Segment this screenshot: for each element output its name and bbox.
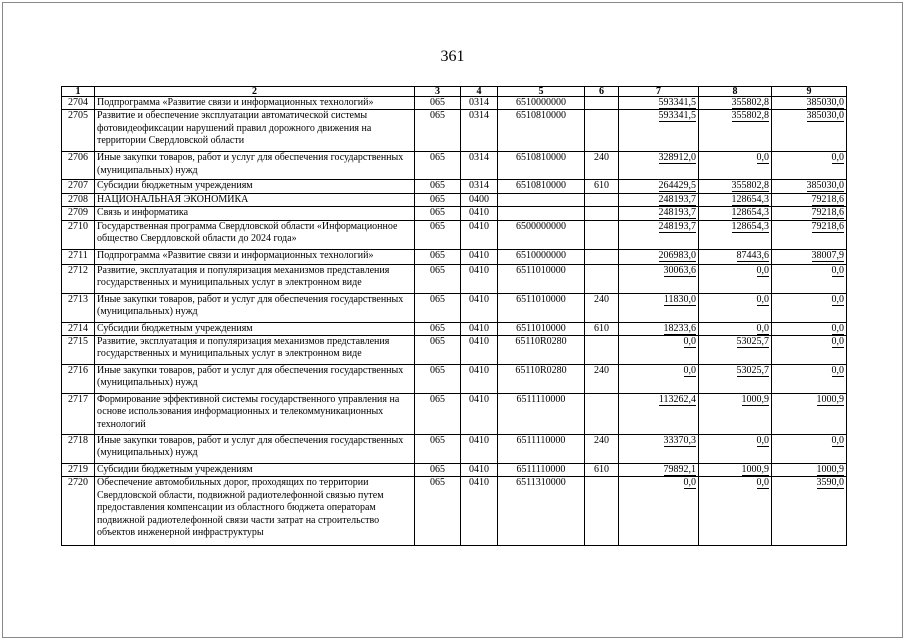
header-cell: 1: [62, 87, 95, 97]
row-name: Связь и информатика: [95, 207, 415, 220]
row-value-9: [772, 365, 847, 394]
row-col3: 065: [415, 464, 461, 477]
row-value-7: [619, 249, 699, 264]
row-value-8-text: 128654,3: [731, 220, 769, 232]
row-value-9-text: 1000,9: [816, 394, 844, 406]
row-col5: 6510810000: [498, 110, 585, 152]
row-value-8-text: 0,0: [756, 293, 769, 305]
row-name: Формирование эффективной системы государственного управления на основе использования информационных и телекоммуникационных технологий: [95, 394, 415, 435]
row-value-7-text: 206983,0: [658, 249, 696, 261]
table-row: [62, 97, 847, 110]
row-col6: 610: [585, 322, 619, 335]
row-value-9: [772, 97, 847, 110]
row-value-9-text: 0,0: [831, 336, 844, 348]
row-value-7-text: 11830,0: [663, 293, 696, 305]
row-name: Субсидии бюджетным учреждениям: [95, 322, 415, 335]
row-col5: 65110R0280: [498, 365, 585, 394]
header-cell: 4: [461, 87, 498, 97]
row-col4: 0314: [461, 97, 498, 110]
row-col6: [585, 336, 619, 365]
row-col6: 240: [585, 435, 619, 464]
row-value-9: [772, 464, 847, 477]
row-col3: 065: [415, 365, 461, 394]
row-value-8-text: 355802,8: [731, 110, 769, 122]
row-value-9: [772, 110, 847, 152]
row-value-8: [699, 435, 772, 464]
table-row: [62, 322, 847, 335]
row-number: 2717: [62, 394, 95, 435]
row-col6: [585, 110, 619, 152]
row-value-7-text: 30063,6: [663, 264, 696, 276]
row-value-9: [772, 193, 847, 206]
row-col6: [585, 193, 619, 206]
row-name: Иные закупки товаров, работ и услуг для обеспечения государственных (муниципальных) нужд: [95, 435, 415, 464]
row-col5: 6511310000: [498, 477, 585, 546]
row-value-8: [699, 110, 772, 152]
row-value-8-text: 0,0: [756, 435, 769, 447]
row-value-9-text: 38007,9: [811, 249, 844, 261]
row-number: 2705: [62, 110, 95, 152]
row-value-8-text: 0,0: [756, 477, 769, 489]
row-col6: 610: [585, 180, 619, 193]
row-col3: 065: [415, 220, 461, 249]
row-col4: 0410: [461, 477, 498, 546]
row-col3: 065: [415, 394, 461, 435]
row-value-9: [772, 336, 847, 365]
row-value-8-text: 128654,3: [731, 193, 769, 205]
row-value-9-text: 385030,0: [806, 180, 844, 192]
row-value-9: [772, 293, 847, 322]
header-cell: 3: [415, 87, 461, 97]
row-value-9: [772, 152, 847, 180]
table-row: [62, 394, 847, 435]
table-row: [62, 152, 847, 180]
row-value-8-text: 0,0: [756, 152, 769, 164]
row-col4: 0410: [461, 264, 498, 293]
row-value-7-text: 328912,0: [658, 152, 696, 164]
row-number: 2720: [62, 477, 95, 546]
table-row: [62, 293, 847, 322]
row-value-8: [699, 249, 772, 264]
row-value-8-text: 1000,9: [741, 464, 769, 476]
row-col6: [585, 394, 619, 435]
row-number: 2711: [62, 249, 95, 264]
row-col4: 0314: [461, 110, 498, 152]
row-col5: 6511110000: [498, 464, 585, 477]
row-value-7-text: 79892,1: [663, 464, 696, 476]
row-col6: [585, 97, 619, 110]
row-name: Иные закупки товаров, работ и услуг для обеспечения государственных (муниципальных) нужд: [95, 293, 415, 322]
row-value-7: [619, 193, 699, 206]
row-value-8-text: 1000,9: [741, 394, 769, 406]
row-value-8-text: 355802,8: [731, 180, 769, 192]
row-col5: 6500000000: [498, 220, 585, 249]
row-value-7: [619, 336, 699, 365]
row-col5: [498, 193, 585, 206]
table-row: [62, 264, 847, 293]
row-number: 2706: [62, 152, 95, 180]
table-row: [62, 365, 847, 394]
row-number: 2715: [62, 336, 95, 365]
row-value-7: [619, 97, 699, 110]
row-number: 2709: [62, 207, 95, 220]
row-col4: 0410: [461, 207, 498, 220]
row-value-7: [619, 180, 699, 193]
row-value-7: [619, 110, 699, 152]
row-value-7: [619, 152, 699, 180]
row-number: 2710: [62, 220, 95, 249]
row-col4: 0410: [461, 293, 498, 322]
row-value-9-text: 79218,6: [811, 207, 844, 219]
row-value-8: [699, 464, 772, 477]
row-col5: 6510000000: [498, 249, 585, 264]
row-name: Развитие и обеспечение эксплуатации автоматической системы фотовидеофиксации нарушений правил дорожного движения на территории Свердловской области: [95, 110, 415, 152]
row-number: 2719: [62, 464, 95, 477]
table-row: [62, 477, 847, 546]
table-row: [62, 110, 847, 152]
row-value-9-text: 79218,6: [811, 193, 844, 205]
row-value-7-text: 248193,7: [658, 220, 696, 232]
row-value-8: [699, 97, 772, 110]
row-value-7: [619, 322, 699, 335]
row-value-9-text: 385030,0: [806, 110, 844, 122]
row-col5: 6511010000: [498, 264, 585, 293]
row-value-7: [619, 464, 699, 477]
row-value-7: [619, 264, 699, 293]
row-name: Подпрограмма «Развитие связи и информационных технологий»: [95, 97, 415, 110]
row-col3: 065: [415, 180, 461, 193]
row-name: Развитие, эксплуатация и популяризация механизмов представления государственных и муниципальных услуг в электронном виде: [95, 336, 415, 365]
row-value-8: [699, 336, 772, 365]
row-value-9-text: 1000,9: [816, 464, 844, 476]
row-value-7-text: 113262,4: [658, 394, 696, 406]
row-col6: [585, 207, 619, 220]
row-col4: 0410: [461, 464, 498, 477]
row-col6: 240: [585, 293, 619, 322]
row-value-9-text: 0,0: [831, 435, 844, 447]
row-col6: [585, 477, 619, 546]
row-value-8: [699, 477, 772, 546]
row-value-7-text: 0,0: [683, 477, 696, 489]
row-number: 2713: [62, 293, 95, 322]
row-value-7-text: 0,0: [683, 336, 696, 348]
row-col6: 240: [585, 152, 619, 180]
row-value-8-text: 0,0: [756, 264, 769, 276]
row-value-9-text: 0,0: [831, 322, 844, 334]
row-value-7: [619, 207, 699, 220]
row-value-9-text: 0,0: [831, 264, 844, 276]
row-col3: 065: [415, 435, 461, 464]
row-value-9: [772, 249, 847, 264]
row-value-8-text: 53025,7: [736, 365, 769, 377]
table-row: [62, 464, 847, 477]
row-col5: 6510000000: [498, 97, 585, 110]
row-col3: 065: [415, 152, 461, 180]
row-col5: 6511110000: [498, 394, 585, 435]
header-cell: 7: [619, 87, 699, 97]
table-row: [62, 180, 847, 193]
row-col3: 065: [415, 249, 461, 264]
row-value-8: [699, 264, 772, 293]
row-col4: 0400: [461, 193, 498, 206]
row-value-9-text: 0,0: [831, 152, 844, 164]
row-number: 2712: [62, 264, 95, 293]
header-cell: 6: [585, 87, 619, 97]
row-value-8-text: 128654,3: [731, 207, 769, 219]
row-col4: 0410: [461, 249, 498, 264]
row-number: 2714: [62, 322, 95, 335]
row-col5: 6510810000: [498, 180, 585, 193]
row-value-7: [619, 220, 699, 249]
table-row: [62, 249, 847, 264]
row-value-7-text: 248193,7: [658, 193, 696, 205]
table-row: [62, 207, 847, 220]
row-number: 2716: [62, 365, 95, 394]
row-col3: 065: [415, 193, 461, 206]
row-value-7: [619, 477, 699, 546]
row-col6: 610: [585, 464, 619, 477]
row-value-7: [619, 365, 699, 394]
row-value-7: [619, 394, 699, 435]
row-value-8: [699, 220, 772, 249]
row-value-9: [772, 264, 847, 293]
row-value-9-text: 0,0: [831, 293, 844, 305]
row-value-7: [619, 435, 699, 464]
row-value-9: [772, 220, 847, 249]
row-value-7-text: 593341,5: [658, 97, 696, 108]
header-cell: 9: [772, 87, 847, 97]
row-col4: 0410: [461, 322, 498, 335]
row-name: Субсидии бюджетным учреждениям: [95, 464, 415, 477]
table-row: [62, 220, 847, 249]
row-value-8: [699, 152, 772, 180]
row-col6: 240: [585, 365, 619, 394]
row-name: Развитие, эксплуатация и популяризация механизмов представления государственных и муниципальных услуг в электронном виде: [95, 264, 415, 293]
row-col4: 0314: [461, 152, 498, 180]
row-value-7: [619, 293, 699, 322]
row-col3: 065: [415, 97, 461, 110]
row-col6: [585, 264, 619, 293]
table-row: [62, 193, 847, 206]
row-col3: 065: [415, 322, 461, 335]
row-value-8-text: 0,0: [756, 322, 769, 334]
page-number: 361: [440, 48, 465, 65]
row-col5: 6511010000: [498, 293, 585, 322]
row-value-7-text: 248193,7: [658, 207, 696, 219]
row-value-9: [772, 207, 847, 220]
table-row: [62, 435, 847, 464]
row-value-8: [699, 207, 772, 220]
row-value-8: [699, 293, 772, 322]
header-cell: 8: [699, 87, 772, 97]
row-value-8: [699, 394, 772, 435]
row-col5: 6511010000: [498, 322, 585, 335]
row-number: 2707: [62, 180, 95, 193]
row-col3: 065: [415, 293, 461, 322]
row-col6: [585, 249, 619, 264]
row-name: Подпрограмма «Развитие связи и информационных технологий»: [95, 249, 415, 264]
row-col4: 0410: [461, 220, 498, 249]
row-col5: 6511110000: [498, 435, 585, 464]
row-name: Обеспечение автомобильных дорог, проходящих по территории Свердловской области, подвижной радиотелефонной связью путем предоставления компенсации из областного бюджета операторам подвижной радиотелефонной связи части затрат на строительство объектов инженерной инфраструктуры: [95, 477, 415, 546]
row-col3: 065: [415, 477, 461, 546]
row-value-8: [699, 180, 772, 193]
row-number: 2704: [62, 97, 95, 110]
row-col3: 065: [415, 336, 461, 365]
row-value-8-text: 53025,7: [736, 336, 769, 348]
row-name: Субсидии бюджетным учреждениям: [95, 180, 415, 193]
row-value-9: [772, 394, 847, 435]
row-value-8: [699, 193, 772, 206]
row-name: Иные закупки товаров, работ и услуг для обеспечения государственных (муниципальных) нужд: [95, 365, 415, 394]
header-cell: 2: [95, 87, 415, 97]
row-value-8-text: 87443,6: [736, 249, 769, 261]
row-name: Иные закупки товаров, работ и услуг для обеспечения государственных (муниципальных) нужд: [95, 152, 415, 180]
row-value-9: [772, 435, 847, 464]
row-value-9: [772, 180, 847, 193]
table-row: [62, 336, 847, 365]
row-col5: 6510810000: [498, 152, 585, 180]
row-value-9: [772, 477, 847, 546]
row-col5: [498, 207, 585, 220]
row-number: 2708: [62, 193, 95, 206]
row-value-9-text: 3590,0: [816, 477, 844, 489]
row-value-9-text: 385030,0: [806, 97, 844, 108]
row-col3: 065: [415, 110, 461, 152]
row-col3: 065: [415, 207, 461, 220]
row-value-7-text: 18233,6: [663, 322, 696, 334]
row-value-8: [699, 322, 772, 335]
row-value-7-text: 593341,5: [658, 110, 696, 122]
budget-table: [61, 86, 847, 546]
row-name: Государственная программа Свердловской области «Информационное общество Свердловской области до 2024 года»: [95, 220, 415, 249]
row-value-9-text: 79218,6: [811, 220, 844, 232]
row-number: 2718: [62, 435, 95, 464]
row-value-7-text: 33370,3: [663, 435, 696, 447]
row-col4: 0314: [461, 180, 498, 193]
row-col4: 0410: [461, 394, 498, 435]
row-value-9-text: 0,0: [831, 365, 844, 377]
row-col4: 0410: [461, 336, 498, 365]
row-col3: 065: [415, 264, 461, 293]
row-value-7-text: 264429,5: [658, 180, 696, 192]
header-cell: 5: [498, 87, 585, 97]
row-value-7-text: 0,0: [683, 365, 696, 377]
row-col4: 0410: [461, 365, 498, 394]
row-name: НАЦИОНАЛЬНАЯ ЭКОНОМИКА: [95, 193, 415, 206]
row-col4: 0410: [461, 435, 498, 464]
row-value-8-text: 355802,8: [731, 97, 769, 108]
row-value-9: [772, 322, 847, 335]
row-col6: [585, 220, 619, 249]
header-row: [62, 87, 847, 97]
row-value-8: [699, 365, 772, 394]
row-col5: 65110R0280: [498, 336, 585, 365]
